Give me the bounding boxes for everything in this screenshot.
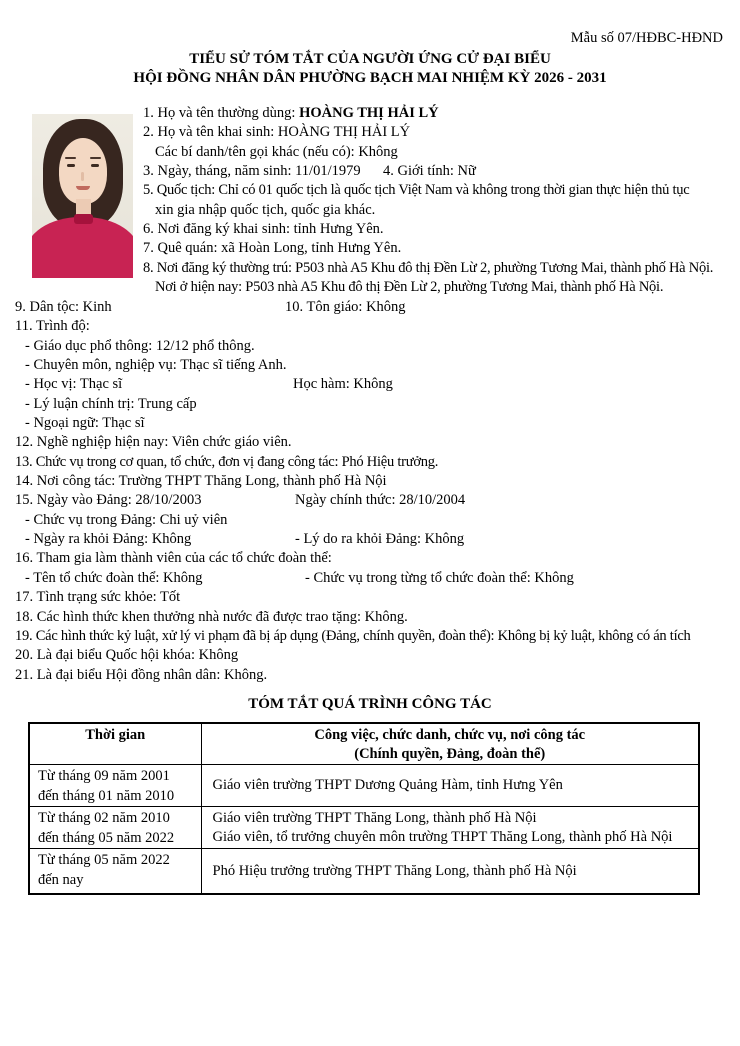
photo-dress — [32, 217, 133, 278]
period-cell — [29, 849, 201, 894]
photo-face — [59, 138, 107, 204]
item-13-position: 13. Chức vụ trong cơ quan, tổ chức, đơn vị đang công tác: Phó Hiệu trưởng. — [15, 453, 439, 470]
party-leave-reason: - Lý do ra khỏi Đảng: Không — [295, 531, 465, 548]
table-row — [29, 807, 699, 849]
edu-degree-row — [15, 375, 740, 394]
work-line1: Giáo viên trường THPT Thăng Long, thành phố Hà Nội — [212, 809, 537, 826]
photo-eye-left — [67, 164, 75, 167]
document-title — [0, 50, 740, 88]
item-15-row — [15, 491, 740, 510]
item-3-dob: 3. Ngày, tháng, năm sinh: 11/01/1979 — [143, 163, 361, 180]
item-10-religion: 10. Tôn giáo: Không — [285, 299, 406, 315]
period-line2: đến nay — [38, 871, 84, 888]
org-row — [15, 569, 740, 588]
work-history-table — [28, 722, 700, 895]
edu-professional: - Chuyên môn, nghiệp vụ: Thạc sĩ tiếng Anh. — [25, 357, 287, 374]
item-1-label: 1. Họ và tên thường dùng: — [143, 105, 300, 121]
item-5-nationality-cont: xin gia nhập quốc tịch, quốc gia khác. — [155, 201, 376, 218]
col-header-work — [201, 723, 699, 765]
edu-political-theory: - Lý luận chính trị: Trung cấp — [25, 395, 197, 412]
item-9-ethnicity: 9. Dân tộc: Kinh — [15, 299, 112, 315]
personal-info-full-width — [15, 298, 740, 895]
edu-foreign-language: - Ngoại ngữ: Thạc sĩ — [25, 415, 145, 432]
period-cell — [29, 807, 201, 849]
item-16-organizations: 16. Tham gia làm thành viên của các tổ chức đoàn thể: — [15, 550, 332, 567]
item-1-value: HOÀNG THỊ HẢI LÝ — [299, 105, 439, 121]
work-line1: Giáo viên trường THPT Dương Quảng Hàm, tỉnh Hưng Yên — [212, 777, 563, 794]
party-position: - Chức vụ trong Đảng: Chi uỷ viên — [25, 511, 228, 528]
photo-nose — [81, 172, 84, 181]
period-line1: Từ tháng 05 năm 2022 — [38, 852, 170, 869]
period-line1: Từ tháng 09 năm 2001 — [38, 768, 170, 785]
item-1-common-name — [143, 104, 737, 123]
edu-general: - Giáo dục phổ thông: 12/12 phổ thông. — [25, 337, 255, 354]
item-3-4-row — [143, 162, 737, 181]
form-number: Mẫu số 07/HĐBC-HĐND — [570, 30, 723, 46]
item-18-awards: 18. Các hình thức khen thưởng nhà nước đã được trao tặng: Không. — [15, 608, 408, 625]
col-header-period: Thời gian — [29, 723, 201, 765]
edu-academic-title: Học hàm: Không — [293, 376, 393, 393]
item-12-occupation: 12. Nghề nghiệp hiện nay: Viên chức giáo viên. — [15, 434, 292, 451]
item-20-na-deputy: 20. Là đại biểu Quốc hội khóa: Không — [15, 647, 239, 664]
period-line2: đến tháng 01 năm 2010 — [38, 787, 175, 804]
work-cell — [201, 765, 699, 807]
item-6-birth-registration: 6. Nơi đăng ký khai sinh: tỉnh Hưng Yên. — [143, 221, 384, 238]
period-line2: đến tháng 05 năm 2022 — [38, 829, 175, 846]
col-header-work-line2: (Chính quyền, Đảng, đoàn thể) — [354, 746, 546, 763]
photo-eye-right — [91, 164, 99, 167]
item-9-10-row — [15, 298, 740, 317]
alias-line: Các bí danh/tên gọi khác (nếu có): Không — [155, 143, 398, 160]
party-join-date: 15. Ngày vào Đảng: 28/10/2003 — [15, 492, 202, 509]
photo-collar — [74, 214, 93, 224]
item-14-workplace: 14. Nơi công tác: Trường THPT Thăng Long, thành phố Hà Nội — [15, 473, 387, 490]
party-leave-row — [15, 530, 740, 549]
party-official-date: Ngày chính thức: 28/10/2004 — [295, 492, 466, 509]
edu-degree: - Học vị: Thạc sĩ — [25, 376, 123, 393]
item-4-gender: 4. Giới tính: Nữ — [383, 163, 476, 180]
item-8-residence: 8. Nơi đăng ký thường trú: P503 nhà A5 Khu đô thị Đền Lừ 2, phường Tương Mai, thành phố Hà Nội. — [143, 259, 714, 276]
document-title-line2: HỘI ĐỒNG NHÂN DÂN PHƯỜNG BẠCH MAI NHIỆM KỲ 2026 - 2031 — [133, 70, 607, 86]
item-21-council-deputy: 21. Là đại biểu Hội đồng nhân dân: Không. — [15, 666, 268, 683]
photo-eyebrow-left — [65, 157, 76, 159]
item-2-birth-name: 2. Họ và tên khai sinh: HOÀNG THỊ HẢI LÝ — [143, 124, 411, 141]
item-11-education: 11. Trình độ: — [15, 318, 90, 335]
personal-info-beside-photo — [143, 104, 737, 297]
table-row — [29, 849, 699, 894]
work-line1: Phó Hiệu trưởng trường THPT Thăng Long, thành phố Hà Nội — [212, 862, 577, 879]
period-cell — [29, 765, 201, 807]
table-row — [29, 765, 699, 807]
org-name: - Tên tổ chức đoàn thể: Không — [25, 569, 203, 586]
item-5-nationality: 5. Quốc tịch: Chỉ có 01 quốc tịch là quốc tịch Việt Nam và không trong thời gian thực hiện thủ tục — [143, 182, 690, 199]
work-cell — [201, 807, 699, 849]
item-17-health: 17. Tình trạng sức khỏe: Tốt — [15, 589, 181, 606]
work-line2: Giáo viên, tổ trưởng chuyên môn trường THPT Thăng Long, thành phố Hà Nội — [212, 828, 673, 845]
candidate-photo — [32, 114, 133, 278]
party-leave-date: - Ngày ra khỏi Đảng: Không — [25, 531, 192, 548]
photo-eyebrow-right — [90, 157, 101, 159]
period-line1: Từ tháng 02 năm 2010 — [38, 810, 170, 827]
work-history-header-row — [29, 723, 699, 765]
col-header-work-line1: Công việc, chức danh, chức vụ, nơi công tác — [314, 726, 586, 743]
item-7-hometown: 7. Quê quán: xã Hoàn Long, tỉnh Hưng Yên. — [143, 240, 402, 257]
work-history-title: TÓM TẮT QUÁ TRÌNH CÔNG TÁC — [248, 695, 492, 712]
work-cell — [201, 849, 699, 894]
document-title-line1: TIỂU SỬ TÓM TẮT CỦA NGƯỜI ỨNG CỬ ĐẠI BIỂU — [189, 51, 551, 67]
photo-mouth — [76, 186, 90, 190]
org-position: - Chức vụ trong từng tổ chức đoàn thể: Không — [305, 569, 574, 586]
item-19-discipline: 19. Các hình thức kỷ luật, xử lý vi phạm đã bị áp dụng (Đảng, chính quyền, đoàn thể): Không bị kỷ luật, không có án tích — [15, 627, 691, 644]
item-8-current-residence: Nơi ở hiện nay: P503 nhà A5 Khu đô thị Đền Lừ 2, phường Tương Mai, thành phố Hà Nội. — [155, 279, 664, 296]
